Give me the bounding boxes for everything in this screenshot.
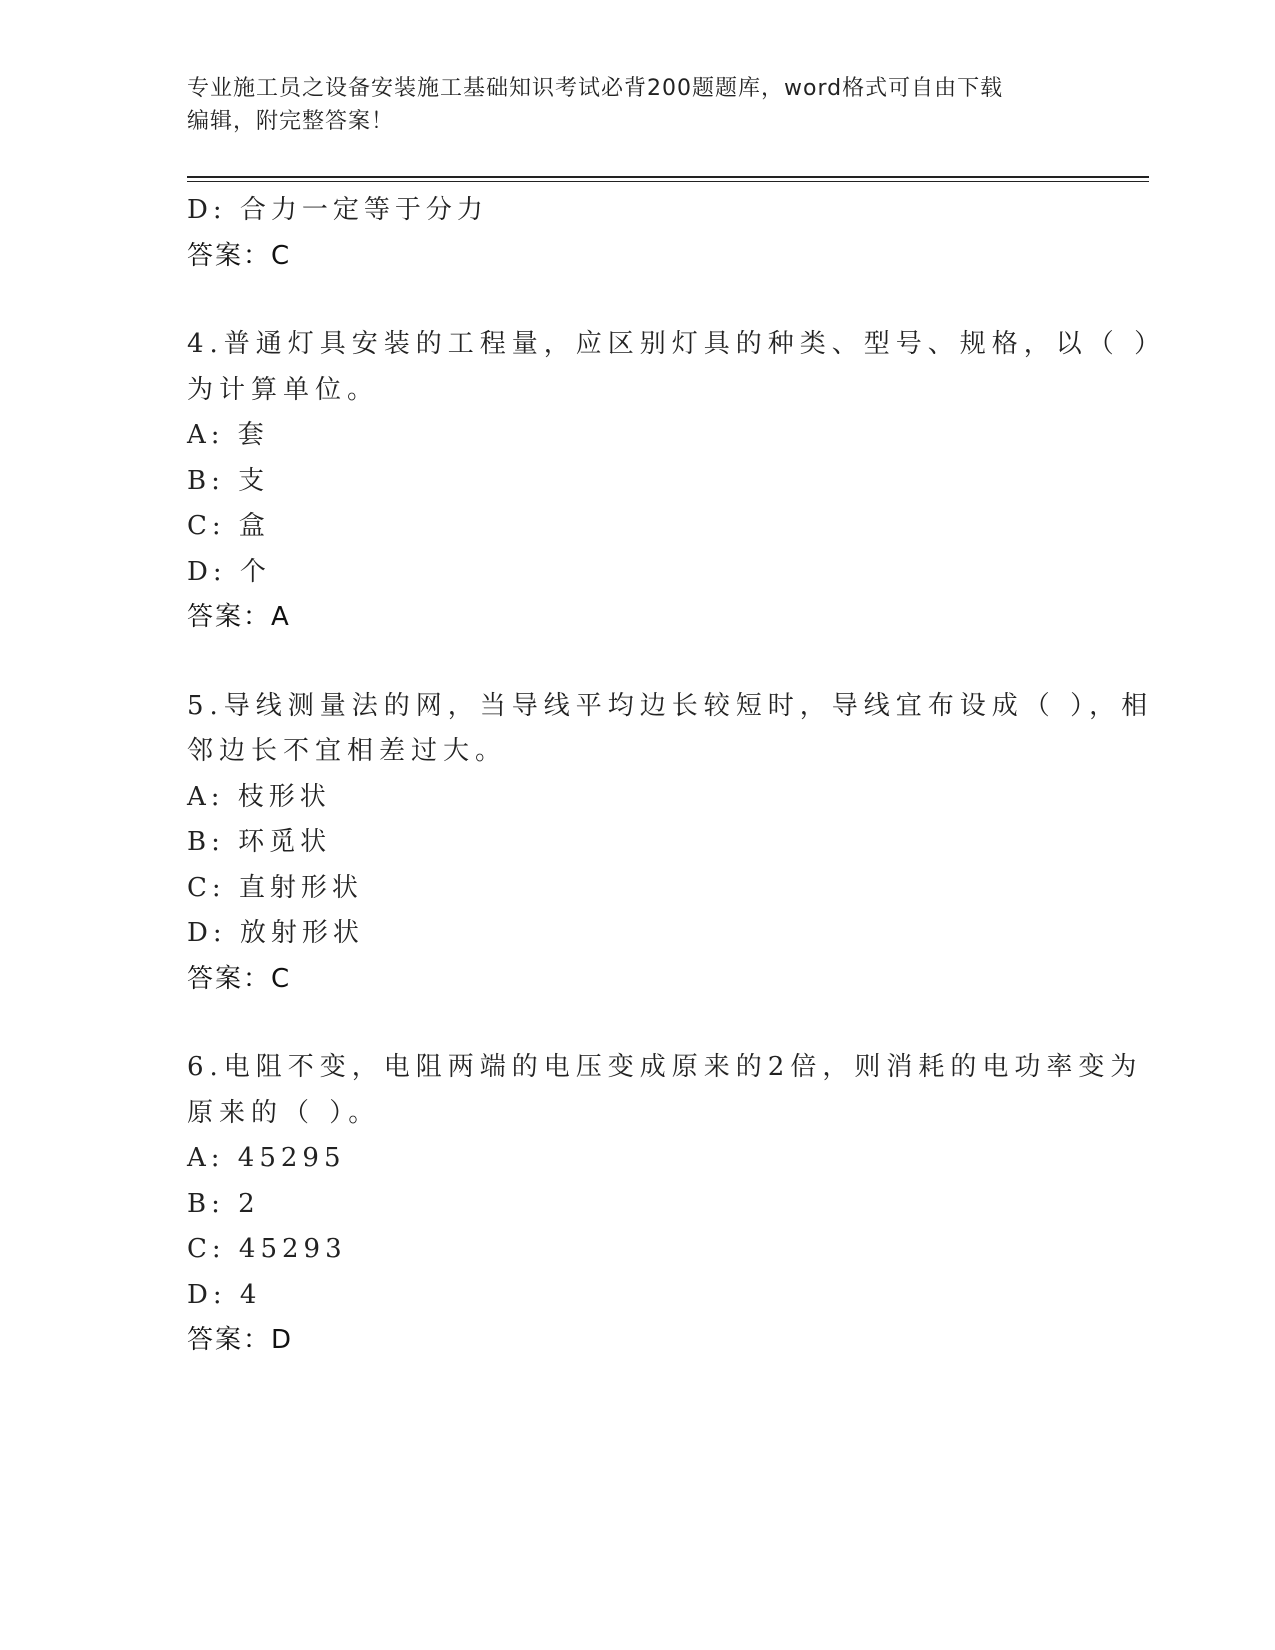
question-stem-line: 为计算单位。 [187, 374, 380, 405]
question-stem-line: 4.普通灯具安装的工程量，应区别灯具的种类、型号、规格，以（ ） [187, 329, 1167, 359]
question-stem-line: 5.导线测量法的网，当导线平均边长较短时，导线宜布设成（ ），相 [187, 690, 1154, 721]
header-rule-thin [187, 181, 1149, 182]
answer-line: 答案：A [187, 602, 291, 632]
answer-line: 答案：C [187, 240, 292, 271]
option-a: A: 套 [187, 420, 269, 450]
option-d: D: 4 [187, 1279, 262, 1310]
question-5 [187, 684, 1154, 1003]
header-title-line2: 编辑，附完整答案！ [187, 109, 395, 134]
document-body [187, 188, 1167, 1364]
option-d: D: 个 [187, 556, 271, 587]
answer-line: 答案：D [187, 1325, 294, 1355]
answer-line: 答案：C [187, 963, 292, 994]
document-header [187, 72, 1087, 138]
option-b: B: 支 [187, 465, 270, 496]
previous-question-tail [187, 188, 1087, 279]
question-stem-line: 6.电阻不变，电阻两端的电压变成原来的2倍，则消耗的电功率变为 [187, 1052, 1143, 1082]
header-rule-thick [187, 176, 1149, 178]
option-d: D: 合力一定等于分力 [187, 195, 488, 225]
option-a: A: 枝形状 [187, 781, 331, 812]
header-title-line1: 专业施工员之设备安装施工基础知识考试必背200题题库，word格式可自由下载 [187, 76, 1004, 101]
option-c: C: 盒 [187, 511, 270, 541]
option-d: D: 放射形状 [187, 918, 364, 948]
option-a: A: 45295 [187, 1143, 346, 1173]
question-6 [187, 1045, 1143, 1364]
spacer [187, 641, 1087, 684]
question-stem-line: 邻边长不宜相差过大。 [187, 736, 508, 766]
option-c: C: 45293 [187, 1234, 347, 1264]
option-c: C: 直射形状 [187, 872, 363, 903]
option-b: B: 2 [187, 1188, 260, 1219]
question-stem [187, 322, 1167, 413]
question-stem [187, 1045, 1143, 1136]
question-stem-line: 原来的（ ）。 [187, 1097, 381, 1128]
question-stem [187, 684, 1154, 775]
question-4 [187, 322, 1167, 641]
spacer [187, 279, 1087, 322]
option-b: B: 环觅状 [187, 827, 332, 857]
spacer [187, 1002, 1087, 1045]
